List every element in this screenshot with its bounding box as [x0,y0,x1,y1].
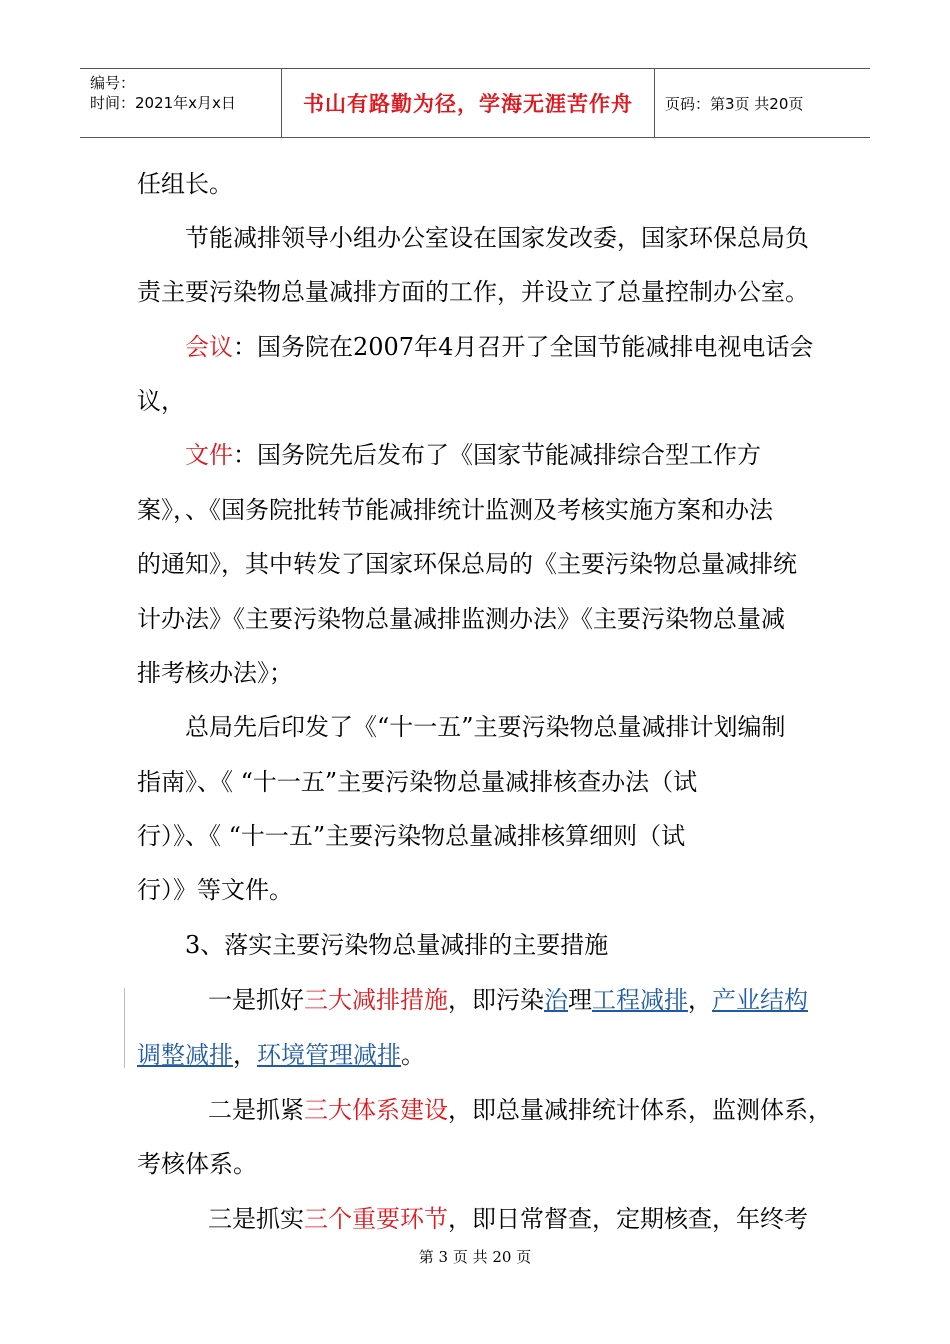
text-span: 。 [401,1041,425,1069]
text-line [137,1039,425,1071]
page-header [80,68,870,138]
document-date: 时间：2021年x月x日 [90,94,236,112]
text-span: ，即污染 [448,986,544,1014]
highlight-term: 三个重要环节 [304,1205,448,1233]
text-line: 计办法》《主要污染物总量减排监测办法》《主要污染物总量减 [137,605,785,633]
link-engineering-reduction[interactable]: 工程减排 [592,986,688,1014]
text-line [208,1203,808,1235]
text-span: ：国务院在2007年4月召开了全国节能减排电视电话会 [233,333,814,361]
text-line: 行）》、《 “十一五”主要污染物总量减排核算细则（试 [137,822,686,850]
text-span: 一是抓好 [208,986,304,1014]
link-environmental-management[interactable]: 环境管理减排 [257,1041,401,1069]
text-line [208,984,808,1016]
text-line: 议， [137,387,185,415]
text-line: 节能减排领导小组办公室设在国家发改委，国家环保总局负 [185,224,809,252]
text-span: 三是抓实 [208,1205,304,1233]
link-governance[interactable]: 治 [544,986,568,1014]
meeting-heading: 会议 [185,333,233,361]
document-number-label: 编号： [90,74,136,92]
text-line [185,331,813,363]
link-adjustment-reduction[interactable]: 调整减排 [137,1041,233,1069]
page-footer: 第 3 页 共 20 页 [418,1248,532,1266]
text-span: ， [233,1041,257,1069]
text-line: 指南》、《 “十一五”主要污染物总量减排核查办法（试 [137,768,698,796]
section-heading: 3、落实主要污染物总量减排的主要措施 [185,931,609,959]
header-page-info: 页码：第3页 共20页 [665,94,804,113]
text-line: 的通知》，其中转发了国家环保总局的《主要污染物总量减排统 [137,550,797,578]
text-line: 案》，、《国务院批转节能减排统计监测及考核实施方案和办法 [137,496,773,524]
header-meta [80,69,282,137]
highlight-term: 三大体系建设 [304,1096,448,1124]
text-line: 行）》等文件。 [137,876,293,904]
text-line: 任组长。 [137,170,233,198]
text-span: ：国务院先后发布了《国家节能减排综合型工作方 [233,441,761,469]
text-span: ， [688,986,712,1014]
link-industrial-structure[interactable]: 产业结构 [712,986,808,1014]
header-motto: 书山有路勤为径，学海无涯苦作舟 [282,69,655,137]
text-span: ，即日常督查，定期核查，年终考 [448,1205,808,1233]
text-line: 责主要污染物总量减排方面的工作，并设立了总量控制办公室。 [137,278,809,306]
text-line [185,439,761,471]
text-line: 总局先后印发了《“十一五”主要污染物总量减排计划编制 [185,713,786,741]
text-span: 二是抓紧 [208,1096,304,1124]
text-span: ，即总量减排统计体系，监测体系， [448,1096,832,1124]
text-line: 排考核办法》； [137,659,293,687]
highlight-term: 三大减排措施 [304,986,448,1014]
documents-heading: 文件 [185,441,233,469]
text-line: 考核体系。 [137,1150,257,1178]
text-line [208,1094,832,1126]
revision-marker [124,988,125,1068]
text-span: 理 [568,986,592,1014]
